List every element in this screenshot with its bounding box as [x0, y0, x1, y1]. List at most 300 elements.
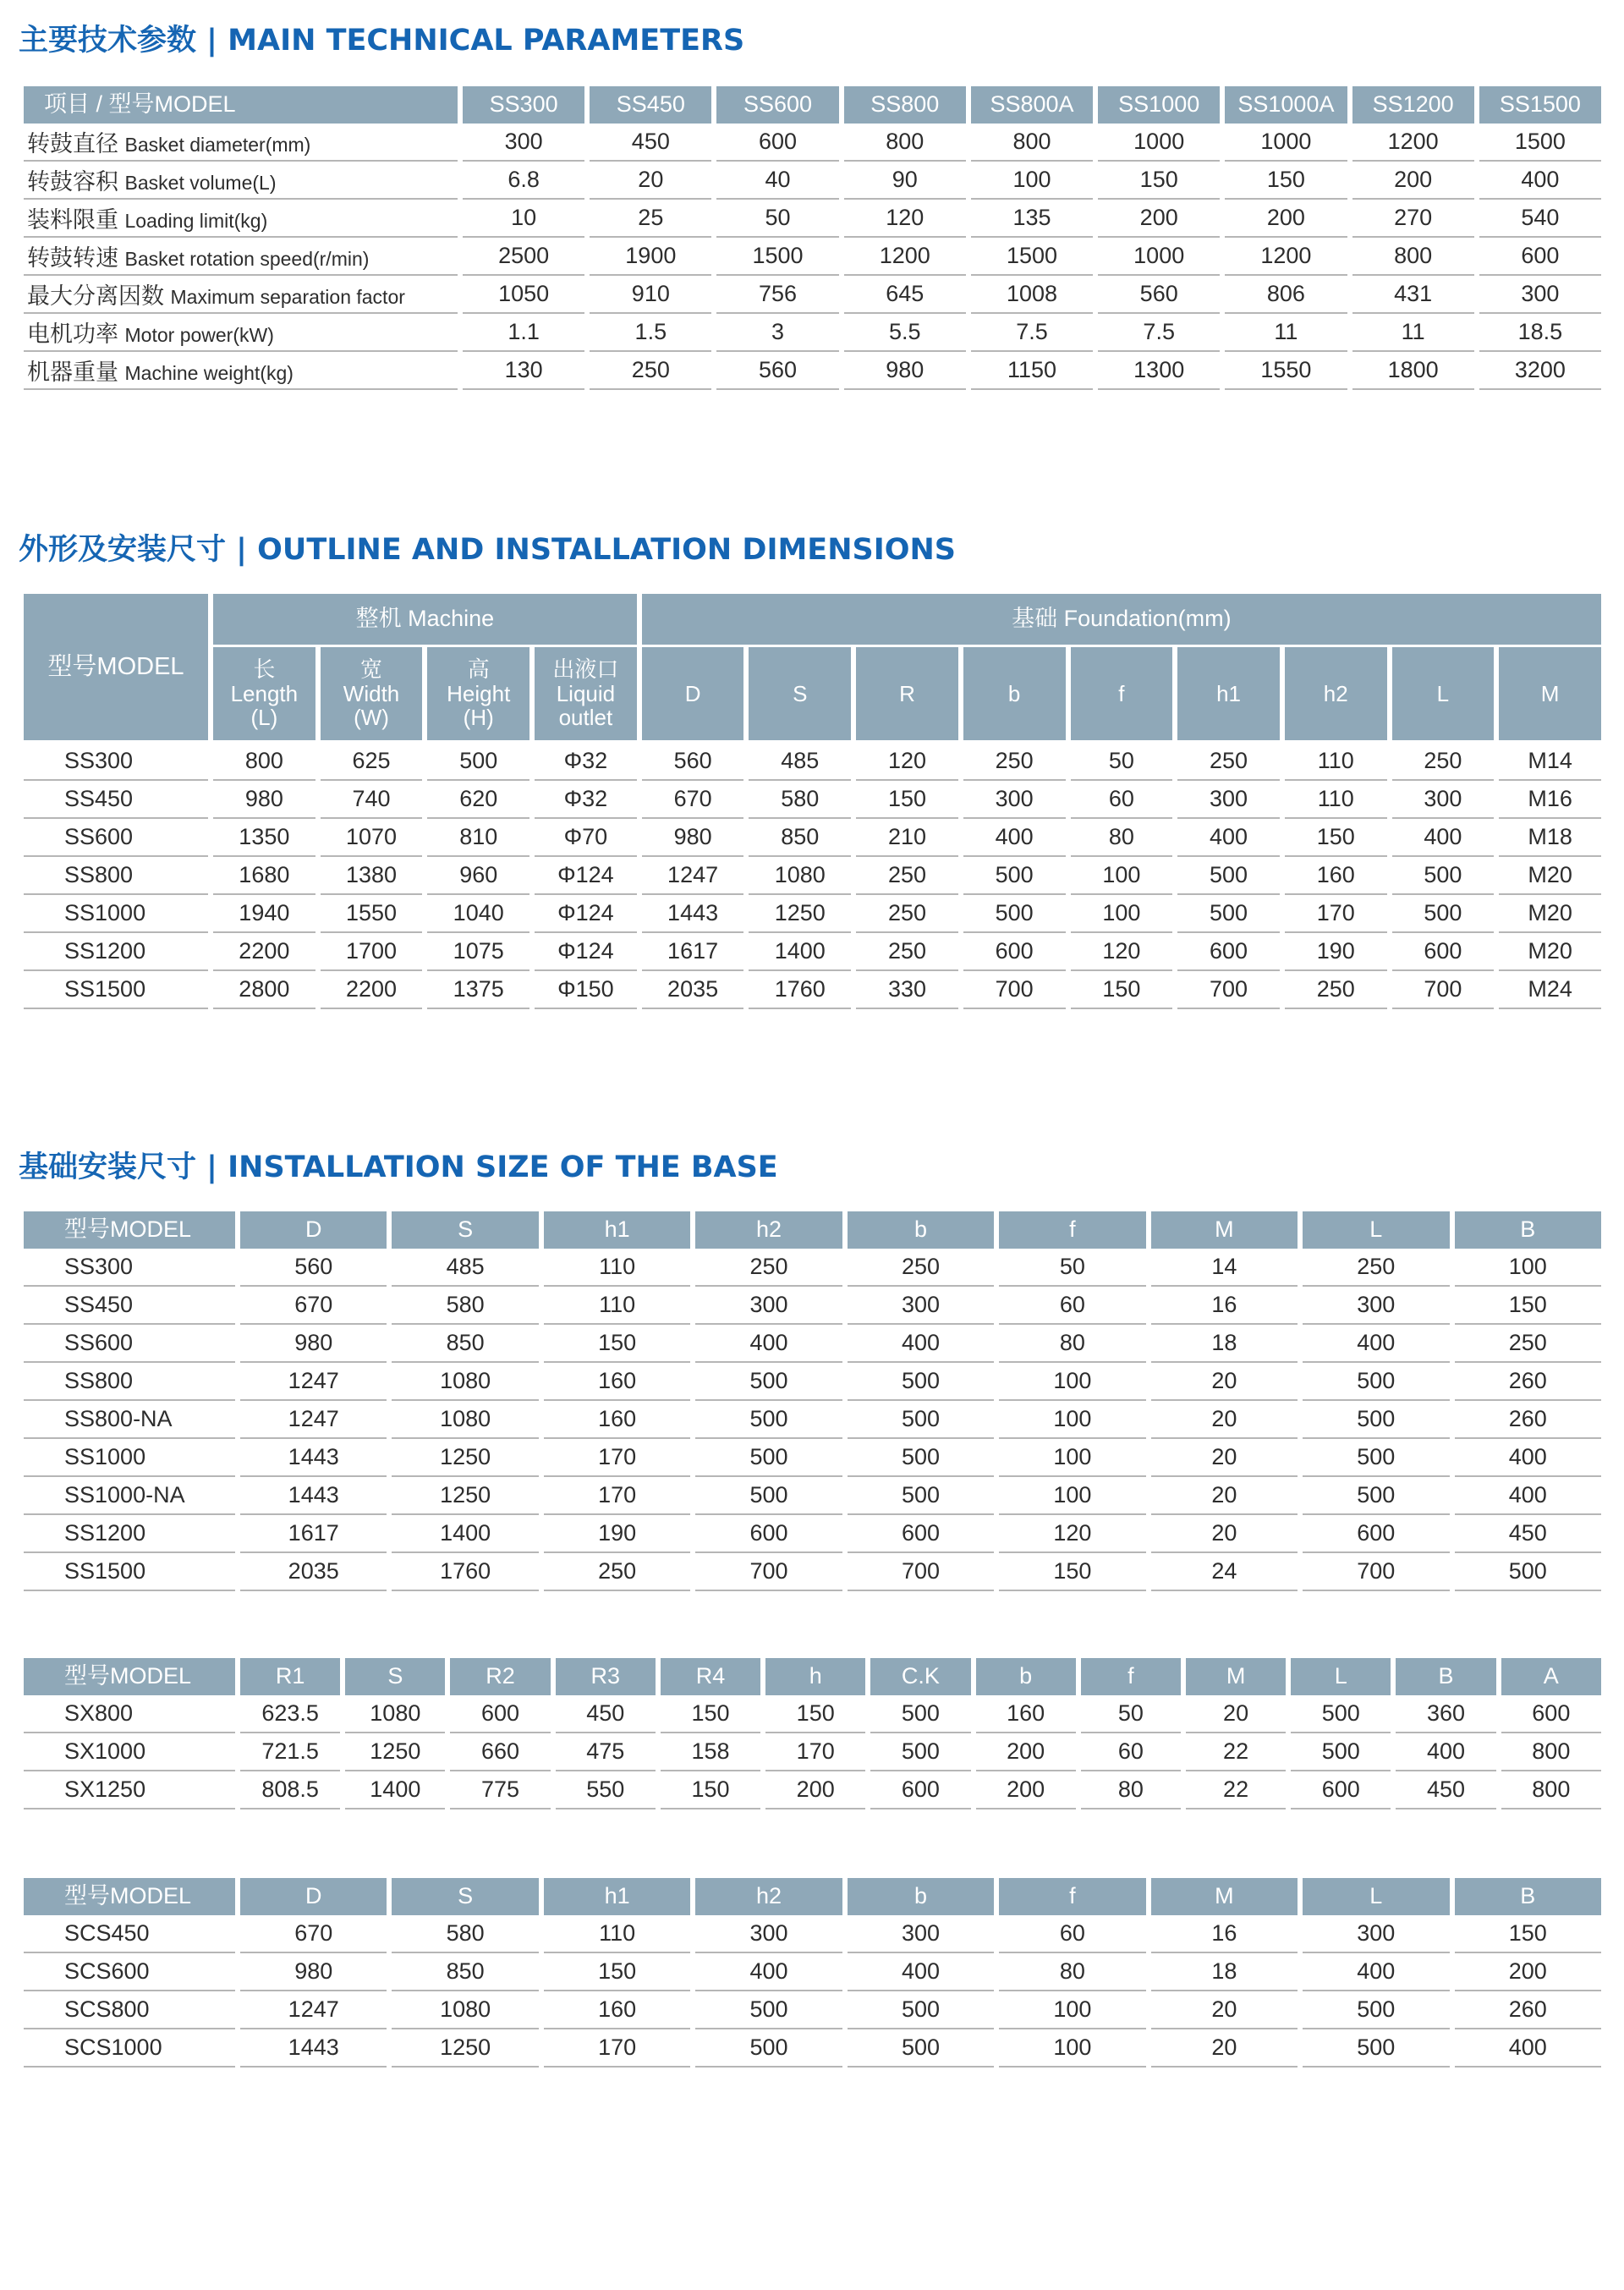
col-header: b	[848, 1878, 994, 1915]
machine-col-header	[427, 647, 529, 743]
table-cell: 500	[848, 1401, 994, 1439]
table-cell: 7.5	[1098, 314, 1220, 352]
table-cell: 980	[844, 352, 966, 390]
table-cell: 1075	[427, 933, 529, 971]
table-cell: 250	[856, 895, 958, 933]
table-cell: M20	[1499, 933, 1601, 971]
table-cell: 400	[1455, 2029, 1602, 2068]
table-cell: 600	[695, 1515, 842, 1553]
table-cell: 210	[856, 819, 958, 857]
col-header: B	[1455, 1211, 1602, 1249]
model-cell: SS300	[24, 743, 208, 781]
table-cell: 150	[661, 1695, 760, 1733]
parameter-label	[24, 200, 458, 238]
table-cell: 1443	[240, 1477, 387, 1515]
table-cell: 500	[1303, 2029, 1449, 2068]
table-cell: 50	[1071, 743, 1173, 781]
table-cell: 400	[1479, 162, 1601, 200]
table-row	[24, 352, 1601, 390]
table-cell: 20	[1151, 2029, 1298, 2068]
table-cell: 300	[848, 1915, 994, 1953]
table-cell: 1080	[392, 1363, 538, 1401]
table-cell: 960	[427, 857, 529, 895]
parameter-label	[24, 276, 458, 314]
parameter-label-zh: 转鼓直径	[27, 131, 118, 157]
table-cell: 800	[1501, 1733, 1601, 1771]
machine-col-header	[321, 647, 423, 743]
table-cell: 150	[544, 1953, 690, 1991]
machine-col-header-sym: (W)	[354, 705, 389, 731]
table-cell: 1400	[345, 1771, 445, 1809]
table-cell: 300	[463, 124, 584, 162]
table-cell: 130	[463, 352, 584, 390]
table-cell: 500	[1303, 1363, 1449, 1401]
table-cell: 550	[556, 1771, 656, 1809]
col-header: R4	[661, 1658, 760, 1695]
table-cell: 1000	[1225, 124, 1347, 162]
table-cell: 400	[1177, 819, 1280, 857]
parameter-label-zh: 装料限重	[27, 207, 118, 233]
table-cell: 100	[999, 1477, 1145, 1515]
table-cell: 500	[695, 1401, 842, 1439]
table-cell: 1617	[240, 1515, 387, 1553]
table-cell: 600	[1501, 1695, 1601, 1733]
table-cell: 250	[1392, 743, 1495, 781]
table-cell: 1300	[1098, 352, 1220, 390]
table-cell: 980	[213, 781, 315, 819]
table-cell: 20	[1151, 1363, 1298, 1401]
table-cell: 300	[695, 1915, 842, 1953]
table-cell: 250	[856, 933, 958, 971]
table-cell: 20	[1186, 1695, 1286, 1733]
table-cell: 20	[1151, 1515, 1298, 1553]
table-cell: 250	[544, 1553, 690, 1591]
table-cell: 700	[848, 1553, 994, 1591]
parameter-label-en: Basket diameter(mm)	[124, 134, 311, 156]
machine-col-header-en: Length	[230, 680, 299, 706]
table-cell: 500	[1303, 1439, 1449, 1477]
table-cell: 6.8	[463, 162, 584, 200]
table-cell: 120	[844, 200, 966, 238]
table-cell: 431	[1352, 276, 1474, 314]
table-row	[24, 1991, 1601, 2029]
table-cell: 980	[240, 1953, 387, 1991]
table-cell: 100	[971, 162, 1093, 200]
table-cell: 150	[1071, 971, 1173, 1009]
table-cell: 1000	[1098, 238, 1220, 276]
table-cell: 160	[544, 1991, 690, 2029]
table-cell: 110	[1285, 781, 1387, 819]
table-cell: 1070	[321, 819, 423, 857]
table-cell: 980	[642, 819, 744, 857]
table-cell: 756	[716, 276, 838, 314]
table-cell: 160	[544, 1363, 690, 1401]
table-cell: 5.5	[844, 314, 966, 352]
table-cell: 500	[870, 1695, 970, 1733]
table-cell: 100	[999, 2029, 1145, 2068]
table-cell: 500	[695, 1477, 842, 1515]
table-cell: 250	[590, 352, 711, 390]
table-cell: 1400	[749, 933, 851, 971]
model-cell: SS1000	[24, 1439, 235, 1477]
model-cell: SS450	[24, 1287, 235, 1325]
model-cell: SX1250	[24, 1771, 235, 1809]
table-cell: 200	[1225, 200, 1347, 238]
table-cell: 1940	[213, 895, 315, 933]
parameter-label-en: Basket volume(L)	[124, 172, 277, 194]
col-header: L	[1303, 1878, 1449, 1915]
base-installation-table-3	[19, 1878, 1606, 2068]
table-cell: 670	[240, 1915, 387, 1953]
table-cell: 11	[1225, 314, 1347, 352]
table-cell: 800	[971, 124, 1093, 162]
table-cell: 2500	[463, 238, 584, 276]
table-cell: 1080	[345, 1695, 445, 1733]
outline-dimensions-body	[24, 743, 1601, 1009]
table-cell: 500	[1392, 857, 1495, 895]
table-row	[24, 1953, 1601, 1991]
model-cell: SS600	[24, 819, 208, 857]
machine-col-header-sym: outlet	[558, 705, 613, 731]
table-cell: 158	[661, 1733, 760, 1771]
table-cell: 1550	[321, 895, 423, 933]
table-cell: 120	[856, 743, 958, 781]
table-cell: 400	[1303, 1953, 1449, 1991]
model-cell: SS1500	[24, 971, 208, 1009]
table-cell: 500	[695, 2029, 842, 2068]
table-cell: 16	[1151, 1915, 1298, 1953]
table-row	[24, 1695, 1601, 1733]
table-cell: 200	[1455, 1953, 1602, 1991]
table-cell: 1250	[392, 2029, 538, 2068]
table-cell: 100	[999, 1991, 1145, 2029]
table-cell: 1500	[1479, 124, 1601, 162]
col-header: h1	[544, 1878, 690, 1915]
table-row	[24, 162, 1601, 200]
table-cell: Φ32	[535, 743, 637, 781]
table-cell: 2200	[321, 971, 423, 1009]
table-row	[24, 819, 1601, 857]
table-cell: 24	[1151, 1553, 1298, 1591]
foundation-col-header: M	[1499, 647, 1601, 743]
model-cell: SS1200	[24, 1515, 235, 1553]
col-header: M	[1151, 1878, 1298, 1915]
table-cell: 1375	[427, 971, 529, 1009]
table-row	[24, 1733, 1601, 1771]
table-cell: 14	[1151, 1249, 1298, 1287]
table-cell: 250	[856, 857, 958, 895]
table-cell: 1617	[642, 933, 744, 971]
table-cell: 600	[1177, 933, 1280, 971]
table-cell: 150	[1455, 1915, 1602, 1953]
outline-subheader-row	[24, 647, 1601, 743]
table-cell: 1150	[971, 352, 1093, 390]
table-cell: 1550	[1225, 352, 1347, 390]
model-cell: SS800	[24, 1363, 235, 1401]
table-cell: 485	[749, 743, 851, 781]
table-cell: 18.5	[1479, 314, 1601, 352]
col-header: D	[240, 1878, 387, 1915]
table-cell: 135	[971, 200, 1093, 238]
table-cell: 2035	[240, 1553, 387, 1591]
col-header: S	[345, 1658, 445, 1695]
model-cell: SS600	[24, 1325, 235, 1363]
model-header: SS600	[716, 86, 838, 124]
table-cell: 645	[844, 276, 966, 314]
table-cell: 20	[1151, 1477, 1298, 1515]
table-cell: 110	[544, 1915, 690, 1953]
table-cell: 500	[1291, 1733, 1391, 1771]
model-cell: SX800	[24, 1695, 235, 1733]
main-parameters-body	[24, 124, 1601, 390]
table-cell: 600	[1303, 1515, 1449, 1553]
table-cell: 500	[848, 1439, 994, 1477]
model-cell: SS800-NA	[24, 1401, 235, 1439]
table-row	[24, 1915, 1601, 1953]
col-header: h	[765, 1658, 865, 1695]
table-row	[24, 1249, 1601, 1287]
table-cell: Φ150	[535, 971, 637, 1009]
table-cell: 600	[450, 1695, 550, 1733]
model-cell: SCS800	[24, 1991, 235, 2029]
table-cell: 260	[1455, 1401, 1602, 1439]
table-cell: 300	[695, 1287, 842, 1325]
table-row	[24, 781, 1601, 819]
table-cell: 60	[999, 1915, 1145, 1953]
table-row	[24, 933, 1601, 971]
table-row	[24, 743, 1601, 781]
table-cell: 400	[848, 1325, 994, 1363]
table-cell: 800	[844, 124, 966, 162]
table-cell: 170	[1285, 895, 1387, 933]
table-cell: 250	[695, 1249, 842, 1287]
table-cell: 11	[1352, 314, 1474, 352]
machine-col-header-zh: 长	[253, 656, 276, 683]
table-cell: 16	[1151, 1287, 1298, 1325]
table-cell: 400	[1455, 1439, 1602, 1477]
table-cell: 300	[1392, 781, 1495, 819]
table-cell: 560	[716, 352, 838, 390]
table-cell: 200	[765, 1771, 865, 1809]
table-cell: 700	[1177, 971, 1280, 1009]
table-cell: 190	[1285, 933, 1387, 971]
table-cell: Φ124	[535, 857, 637, 895]
table-cell: 980	[240, 1325, 387, 1363]
table-cell: 721.5	[240, 1733, 340, 1771]
table-cell: 20	[1151, 1401, 1298, 1439]
table-cell: 200	[976, 1771, 1076, 1809]
model-cell: SS1500	[24, 1553, 235, 1591]
table-cell: Φ124	[535, 933, 637, 971]
table-cell: 560	[240, 1249, 387, 1287]
table-cell: 1800	[1352, 352, 1474, 390]
table-row	[24, 238, 1601, 276]
table-cell: 500	[963, 857, 1066, 895]
outline-dimensions-title: 外形及安装尺寸 | OUTLINE AND INSTALLATION DIMENSIONS	[19, 533, 956, 567]
table-cell: 670	[240, 1287, 387, 1325]
foundation-col-header: S	[749, 647, 851, 743]
table-cell: 150	[999, 1553, 1145, 1591]
model-cell: SCS450	[24, 1915, 235, 1953]
col-header: M	[1186, 1658, 1286, 1695]
table-cell: 250	[1177, 743, 1280, 781]
table-cell: M16	[1499, 781, 1601, 819]
base-installation-table-2	[19, 1658, 1606, 1809]
table-cell: 620	[427, 781, 529, 819]
machine-col-header	[213, 647, 315, 743]
table-cell: 7.5	[971, 314, 1093, 352]
table-cell: 190	[544, 1515, 690, 1553]
table-cell: 250	[1455, 1325, 1602, 1363]
base-installation-title: 基础安装尺寸 | INSTALLATION SIZE OF THE BASE	[19, 1150, 778, 1184]
model-header: 型号MODEL	[24, 594, 208, 743]
table-cell: 150	[1285, 819, 1387, 857]
parameter-label	[24, 238, 458, 276]
table-cell: 1443	[240, 2029, 387, 2068]
col-header: A	[1501, 1658, 1601, 1695]
table-cell: 20	[1151, 1439, 1298, 1477]
table-cell: 10	[463, 200, 584, 238]
table-cell: 500	[1303, 1477, 1449, 1515]
parameter-label-zh: 电机功率	[27, 321, 118, 347]
model-header: SS1000A	[1225, 86, 1347, 124]
model-header: SS800	[844, 86, 966, 124]
table-cell: 625	[321, 743, 423, 781]
parameter-label-zh: 转鼓容积	[27, 169, 118, 195]
table-cell: 1040	[427, 895, 529, 933]
table-cell: 500	[1303, 1401, 1449, 1439]
table-cell: 850	[749, 819, 851, 857]
table-cell: 1380	[321, 857, 423, 895]
table-cell: 150	[1098, 162, 1220, 200]
table-cell: 100	[999, 1363, 1145, 1401]
table-cell: 270	[1352, 200, 1474, 238]
foundation-col-header: b	[963, 647, 1066, 743]
col-header: S	[392, 1878, 538, 1915]
parameter-label-en: Machine weight(kg)	[124, 362, 294, 384]
table-row	[24, 1363, 1601, 1401]
table-cell: 1247	[240, 1401, 387, 1439]
table-cell: 80	[1081, 1771, 1181, 1809]
table-cell: 800	[1352, 238, 1474, 276]
table-cell: 200	[976, 1733, 1076, 1771]
table-cell: 1200	[1352, 124, 1474, 162]
model-header: 型号MODEL	[24, 1211, 235, 1249]
col-header: B	[1396, 1658, 1495, 1695]
table-cell: 1050	[463, 276, 584, 314]
table-row	[24, 1439, 1601, 1477]
table-cell: 1000	[1098, 124, 1220, 162]
table-cell: 150	[661, 1771, 760, 1809]
table-cell: 250	[1285, 971, 1387, 1009]
table-cell: 110	[544, 1249, 690, 1287]
machine-col-header-en: Width	[343, 680, 400, 706]
table-cell: 200	[1352, 162, 1474, 200]
table-cell: 1.1	[463, 314, 584, 352]
table-cell: 170	[544, 1439, 690, 1477]
table-row	[24, 1553, 1601, 1591]
parameter-label-en: Loading limit(kg)	[124, 210, 268, 232]
table-cell: 170	[544, 1477, 690, 1515]
parameter-label-zh: 机器重量	[27, 360, 118, 385]
parameter-label	[24, 162, 458, 200]
table-cell: 100	[1455, 1249, 1602, 1287]
machine-col-header-sym: (H)	[463, 705, 494, 731]
table-cell: M20	[1499, 895, 1601, 933]
parameter-label-zh: 最大分离因数	[27, 283, 164, 309]
model-header: SS1000	[1098, 86, 1220, 124]
table-cell: 580	[392, 1287, 538, 1325]
table-cell: 60	[1071, 781, 1173, 819]
table-cell: 600	[1392, 933, 1495, 971]
table-cell: 910	[590, 276, 711, 314]
col-header: R1	[240, 1658, 340, 1695]
table-cell: 1200	[1225, 238, 1347, 276]
table-cell: 120	[999, 1515, 1145, 1553]
table-cell: 400	[848, 1953, 994, 1991]
table-cell: 400	[1303, 1325, 1449, 1363]
parameter-label-en: Basket rotation speed(r/min)	[124, 248, 370, 270]
col-header: M	[1151, 1211, 1298, 1249]
table-cell: 808.5	[240, 1771, 340, 1809]
table-cell: 1443	[642, 895, 744, 933]
table-cell: 250	[963, 743, 1066, 781]
machine-col-header-en: Height	[447, 680, 511, 706]
table-cell: 100	[999, 1401, 1145, 1439]
table-cell: 850	[392, 1953, 538, 1991]
foundation-col-header: h2	[1285, 647, 1387, 743]
col-header: L	[1291, 1658, 1391, 1695]
table-cell: 1247	[240, 1363, 387, 1401]
col-header: B	[1455, 1878, 1602, 1915]
table-cell: 170	[765, 1733, 865, 1771]
table-cell: 500	[870, 1733, 970, 1771]
table-cell: 160	[976, 1695, 1076, 1733]
table-cell: 623.5	[240, 1695, 340, 1733]
parameter-label-en: Motor power(kW)	[124, 324, 274, 346]
base-installation-table-1	[19, 1211, 1606, 1591]
table-cell: 600	[963, 933, 1066, 971]
col-header: h1	[544, 1211, 690, 1249]
table-cell: 450	[1455, 1515, 1602, 1553]
table-row	[24, 857, 1601, 895]
table-cell: 50	[1081, 1695, 1181, 1733]
table-cell: 80	[999, 1953, 1145, 1991]
machine-col-header-zh: 宽	[360, 656, 383, 683]
table-cell: 2200	[213, 933, 315, 971]
table-cell: 560	[642, 743, 744, 781]
parameter-label-en: Maximum separation factor	[170, 286, 405, 308]
table-cell: 200	[1098, 200, 1220, 238]
table-cell: 100	[1071, 857, 1173, 895]
table-cell: 500	[848, 1991, 994, 2029]
model-cell: SS1000-NA	[24, 1477, 235, 1515]
table-cell: M18	[1499, 819, 1601, 857]
col-header: f	[999, 1211, 1145, 1249]
table-cell: 1760	[749, 971, 851, 1009]
table-cell: 700	[695, 1553, 842, 1591]
table-row	[24, 971, 1601, 1009]
table-cell: M20	[1499, 857, 1601, 895]
table-cell: 500	[695, 1363, 842, 1401]
table-cell: 150	[544, 1325, 690, 1363]
table-cell: 100	[999, 1439, 1145, 1477]
table-cell: 2035	[642, 971, 744, 1009]
machine-col-header-zh: 高	[467, 656, 490, 683]
table-cell: 300	[1303, 1915, 1449, 1953]
table-cell: 150	[856, 781, 958, 819]
header-label: 项目 / 型号MODEL	[24, 86, 458, 124]
